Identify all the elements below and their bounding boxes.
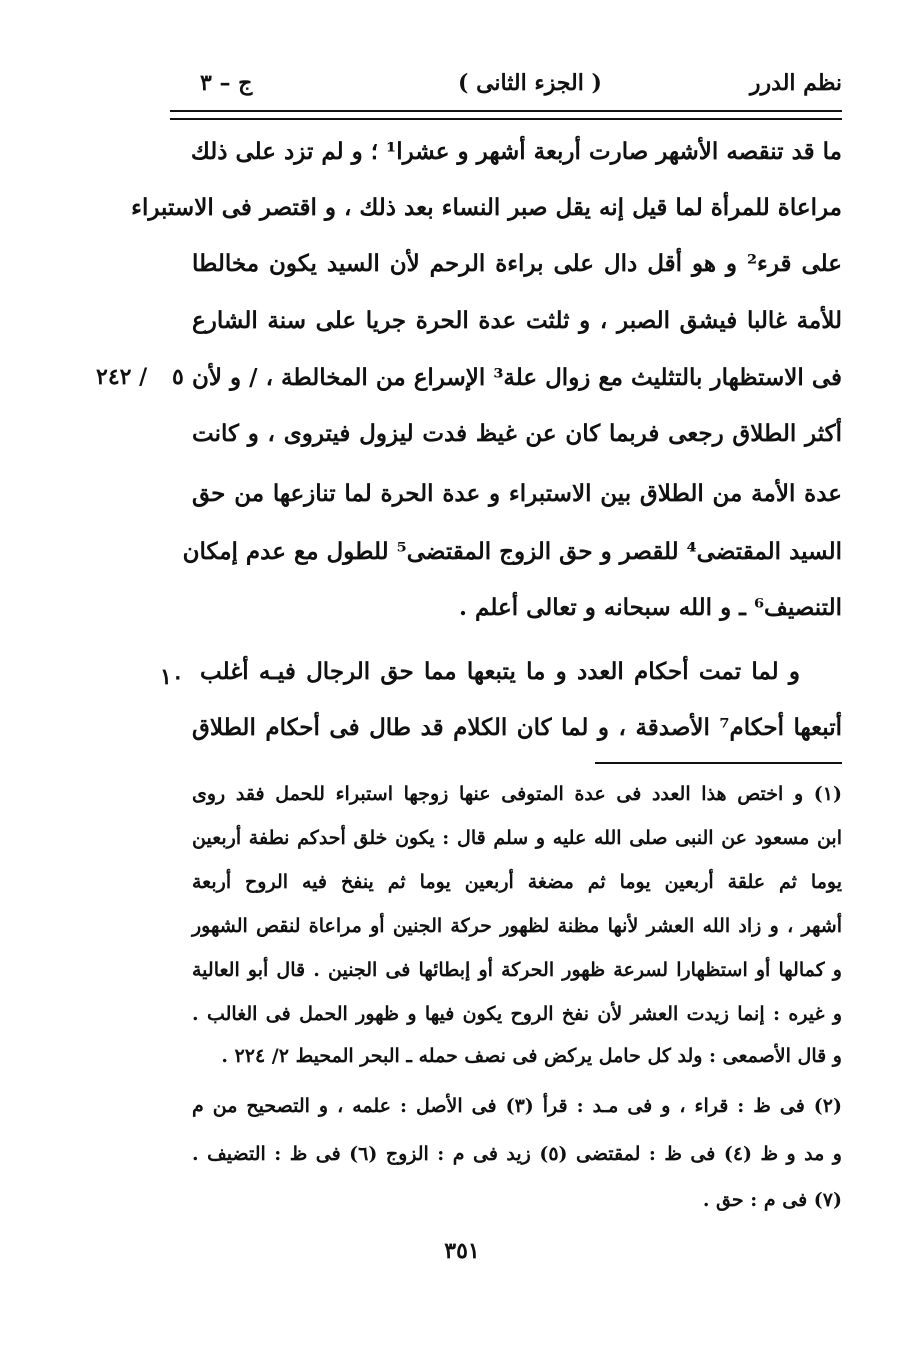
footnote-line-4: أشهر ، و زاد الله العشر لأنها مظنة لظهور حركة الجنين أو مراعاة لنقص الشهور — [192, 915, 842, 937]
footnote-line-5: و كمالها أو استظهارا لسرعة ظهور الحركة أو إبطائها فى الجنين . قال أبو العالية — [192, 959, 842, 981]
text-line-4: للأمة غالبا فيشق الصبر ، و ثلثت عدة الحرة جريا على سنة الشارع — [192, 307, 842, 334]
text-line-8: السيد المقتضى⁴ للقصر و حق الزوج المقتضى⁵ للطول مع عدم إمكان — [182, 538, 842, 565]
margin-line-number-10: ١٠ — [160, 664, 184, 690]
text-line-9: التنصيف⁶ ـ و الله سبحانه و تعالى أعلم . — [459, 594, 842, 621]
margin-line-number-5: ٥ — [172, 364, 184, 390]
footnote-line-7: و قال الأصمعى : ولد كل حامل يركض فى نصف حمله ـ البحر المحيط ٢/ ٢٢٤ . — [221, 1045, 842, 1067]
footnote-line-8: (٢) فى ظ : قراء ، و فى مـد : قرأ (٣) فى الأصل : علمه ، و التصحيح من م — [192, 1095, 842, 1117]
text-line-6: أكثر الطلاق رجعى فربما كان عن غيظ فدت ليزول فيتروى ، و كانت — [192, 420, 842, 447]
footnote-line-6: و غيره : إنما زيدت العشر لأن نفخ الروح يكون فيها و ظهور الحمل فى الغالب . — [192, 1003, 842, 1025]
text-line-7: عدة الأمة من الطلاق بين الاستبراء و عدة الحرة لما تنازعها من حق — [192, 480, 842, 507]
margin-manuscript-ref: ٢٤٢ / — [96, 364, 148, 390]
book-title: نظم الدرر — [749, 70, 842, 96]
footnote-line-3: يوما ثم علقة أربعين يوما ثم مضغة أربعين يوما ثم ينفخ فيه الروح أربعة — [192, 871, 842, 893]
footnote-line-9: و مد و ظ (٤) فى ظ : لمقتضى (٥) زيد فى م : الزوج (٦) فى ظ : التضيف . — [192, 1143, 842, 1165]
text-line-2: مراعاة للمرأة لما قيل إنه يقل صبر النساء بعد ذلك ، و اقتصر فى الاستبراء — [131, 194, 842, 221]
footnote-line-2: ابن مسعود عن النبى صلى الله عليه و سلم قال : يكون خلق أحدكم نطفة أربعين — [192, 827, 842, 849]
header-rule-top — [170, 110, 842, 112]
footnote-rule — [595, 762, 842, 764]
text-line-10: و لما تمت أحكام العدد و ما يتبعها مما حق الرجال فيـه أغلب — [200, 658, 800, 685]
text-line-3: على قرء² و هو أقل دال على براءة الرحم لأن السيد يكون مخالطا — [192, 250, 842, 277]
text-line-11: أتبعها أحكام⁷ الأصدقة ، و لما كان الكلام قد طال فى أحكام الطلاق — [192, 714, 842, 741]
text-line-1: ما قد تنقصه الأشهر صارت أربعة أشهر و عشرا¹ ؛ و لم تزد على ذلك — [190, 138, 842, 165]
footnote-line-10: (٧) فى م : حق . — [702, 1189, 842, 1211]
header-rule-bottom — [170, 118, 842, 120]
page-number: ٣٥١ — [444, 1238, 480, 1264]
volume-label: ج – ٣ — [200, 70, 253, 96]
part-title: ( الجزء الثانى ) — [458, 70, 602, 96]
footnote-line-1: (١) و اختص هذا العدد فى عدة المتوفى عنها زوجها استبراء للحمل فقد روى — [192, 783, 842, 805]
text-line-5: فى الاستظهار بالتثليث مع زوال علة³ الإسراع من المخالطة ، / و لأن — [192, 364, 842, 391]
